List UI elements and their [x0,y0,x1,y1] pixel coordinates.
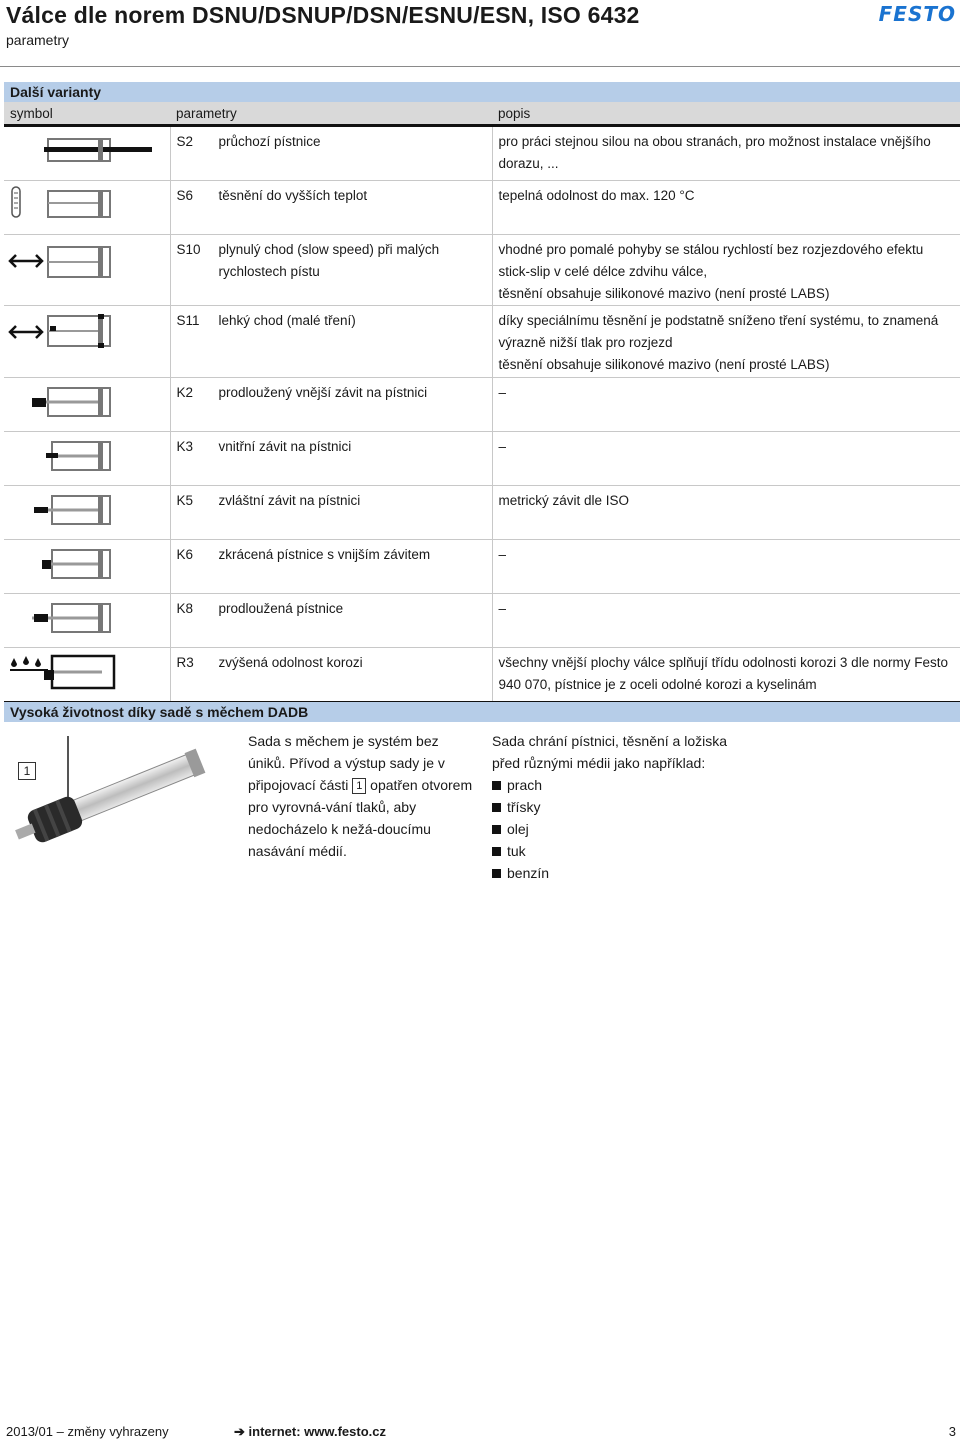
special-thread-icon [4,486,164,532]
low-friction-cylinder-icon [4,306,164,370]
footer-internet[interactable] [234,1424,386,1440]
corrosion-resistance-icon [4,648,164,694]
desc-cell: – [492,540,960,594]
symbol-cell [4,126,170,181]
table-row [4,432,960,486]
table-row [4,235,960,306]
col-header-parameters: parametry [170,102,492,126]
table-row [4,126,960,181]
param-cell: S2 průchozí pístnice [170,126,492,181]
desc-cell: všechny vnější plochy válce splňují třídu odolnosti korozi 3 dle normy Festo 940 070, pístnice je z oceli odolné korozi a kyselinám [492,648,960,704]
page-number: 3 [948,1424,956,1439]
param-cell: K8 prodloužená pístnice [170,594,492,648]
col-header-description: popis [492,102,960,126]
page-subtitle: parametry [6,32,70,48]
extended-external-thread-icon [4,378,164,424]
symbol-cell [4,648,170,704]
desc-cell: tepelná odolnost do max. 120 °C [492,181,960,235]
variants-table [4,102,960,705]
table-header-row [4,102,960,126]
list-item: tuk [492,840,752,862]
param-cell: R3 zvýšená odolnost korozi [170,648,492,704]
variants-section-title: Další varianty [4,82,960,102]
param-cell: S11 lehký chod (malé tření) [170,306,492,378]
festo-logo: FESTO [878,2,956,26]
param-cell: S10 plynulý chod (slow speed) při malých rychlostech pístu [170,235,492,306]
ref-box-1: 1 [352,778,366,794]
symbol-cell [4,235,170,306]
page-title: Válce dle norem DSNU/DSNUP/DSN/ESNU/ESN, ISO 6432 [6,2,640,28]
table-row [4,378,960,432]
header-divider [0,66,960,67]
extended-rod-icon [4,594,164,640]
desc-cell: – [492,594,960,648]
desc-cell: – [492,378,960,432]
dadb-media-list [492,730,752,884]
symbol-cell [4,594,170,648]
internal-thread-icon [4,432,164,478]
callout-1: 1 [18,762,36,780]
desc-cell: vhodné pro pomalé pohyby se stálou rychlostí bez rozjezdového efektu stick-slip v celé délce zdvihu válce, těsnění obsahuje silikonové mazivo (není prosté LABS) [492,235,960,306]
through-rod-cylinder-icon [4,127,164,173]
table-row [4,181,960,235]
col-header-symbol: symbol [4,102,170,126]
symbol-cell [4,181,170,235]
dadb-section-title: Vysoká životnost díky sadě s měchem DADB [4,702,960,722]
media-intro: Sada chrání pístnici, těsnění a ložiska před různými médii jako například: [492,733,728,771]
param-cell: K5 zvláštní závit na pístnici [170,486,492,540]
symbol-cell [4,432,170,486]
dadb-description: Sada s měchem je systém bez úniků. Přívod a výstup sady je v připojovací části 1 opatřen otvorem pro vyrovná-vání tlaků, aby nedocházelo k nežá-doucímu nasávání médií. [248,733,473,859]
desc-cell: – [492,432,960,486]
param-cell: S6 těsnění do vyšších teplot [170,181,492,235]
param-cell: K6 zkrácená pístnice s vnijším závitem [170,540,492,594]
footer-url[interactable]: internet: www.festo.cz [248,1424,387,1439]
desc-cell: metrický závit dle ISO [492,486,960,540]
list-item: třísky [492,796,752,818]
desc-cell: pro práci stejnou silou na obou stranách, pro možnost instalace vnějšího dorazu, ... [492,126,960,181]
table-row [4,486,960,540]
shortened-rod-icon [4,540,164,586]
symbol-cell [4,540,170,594]
list-item: olej [492,818,752,840]
symbol-cell [4,378,170,432]
desc-cell: díky speciálnímu těsnění je podstatně sníženo tření systému, to znamená výrazně nižší tlak pro rozjezd těsnění obsahuje silikonové mazivo (není prosté LABS) [492,306,960,378]
footer-date: 2013/01 – změny vyhrazeny [6,1424,169,1439]
list-item: benzín [492,862,752,884]
high-temperature-cylinder-icon [4,181,164,227]
table-row [4,594,960,648]
bellows-cylinder-photo [6,732,216,862]
symbol-cell [4,486,170,540]
list-item: prach [492,774,752,796]
table-row [4,306,960,378]
symbol-cell [4,306,170,378]
slow-speed-cylinder-icon [4,235,164,297]
table-row [4,648,960,704]
param-cell: K3 vnitřní závit na pístnici [170,432,492,486]
table-row [4,540,960,594]
param-cell: K2 prodloužený vnější závit na pístnici [170,378,492,432]
arrow-right-icon: ➔ [234,1424,245,1439]
